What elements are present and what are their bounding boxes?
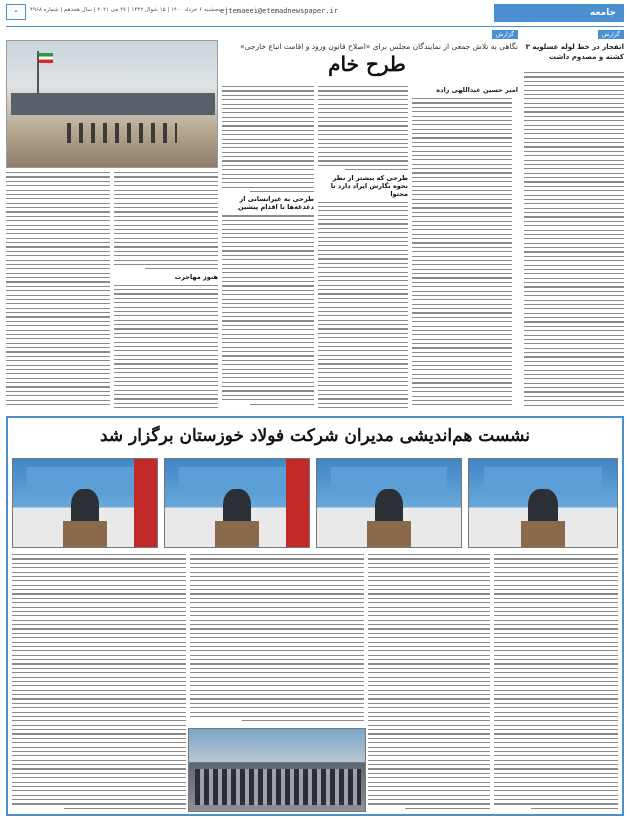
article-column-1: [412, 98, 512, 408]
steel-column-4: [12, 554, 186, 810]
side-body-text: [524, 72, 624, 407]
speaker-photo-4: [468, 458, 618, 548]
speaker-photo-2: [164, 458, 310, 548]
article-subhead-2: طرحی به غیرانسانی از دغدغه‌ها تا اقدام پیشین: [238, 195, 314, 212]
steel-column-3: [190, 554, 364, 724]
contact-email: ejtemaeei@etemadnewspaper.ir: [220, 7, 339, 15]
steel-column-2: [368, 554, 490, 810]
article-subhead-1: طرحی که بیشتر از نظر نحوه نگارش ایراد دارد تا محتوا: [330, 173, 408, 198]
steel-company-section: [6, 416, 624, 816]
date-line: پنجشنبه ۶ خرداد ۱۴۰۰ | ۱۵ شوال ۱۴۴۲ | ۲۷ می ۲۰۲۱ | سال هجدهم | شماره ۴۹۶۸: [30, 7, 222, 13]
newspaper-logo-icon: ✦: [6, 4, 26, 20]
article-column-3: [222, 86, 314, 408]
report-headline: طرح خام: [328, 52, 406, 76]
steel-company-headline: نشست هم‌اندیشی مدیران شرکت فولاد خوزستان برگزار شد: [99, 426, 531, 446]
article-column-2: [318, 86, 408, 408]
article-column-4: [114, 172, 218, 408]
masthead-rule: [6, 26, 624, 27]
side-news-column: [524, 30, 624, 410]
side-headline: انفجار در خط لوله عسلویه ۳ کشته و مصدوم داشت: [525, 43, 624, 61]
article-subhead-3: هنوز مهاجرت: [174, 272, 218, 281]
steel-column-1: [494, 554, 618, 810]
report-author: امیر حسین عبداللهی زاده: [436, 86, 518, 94]
meeting-hall-photo: [188, 728, 366, 812]
article-column-5: [6, 172, 110, 408]
speaker-photo-1: [12, 458, 158, 548]
report-kicker: نگاهی به تلاش جمعی از نمایندگان مجلس برای «اصلاح قانون ورود و اقامت اتباع خارجی»: [240, 42, 518, 51]
side-tag: گزارش: [598, 30, 624, 39]
section-label: جامعه: [494, 4, 624, 22]
speaker-photo-3: [316, 458, 462, 548]
flag-icon: [39, 53, 53, 63]
masthead: [0, 0, 630, 26]
report-tag: گزارش: [492, 30, 518, 39]
border-crossing-photo: [6, 40, 218, 168]
